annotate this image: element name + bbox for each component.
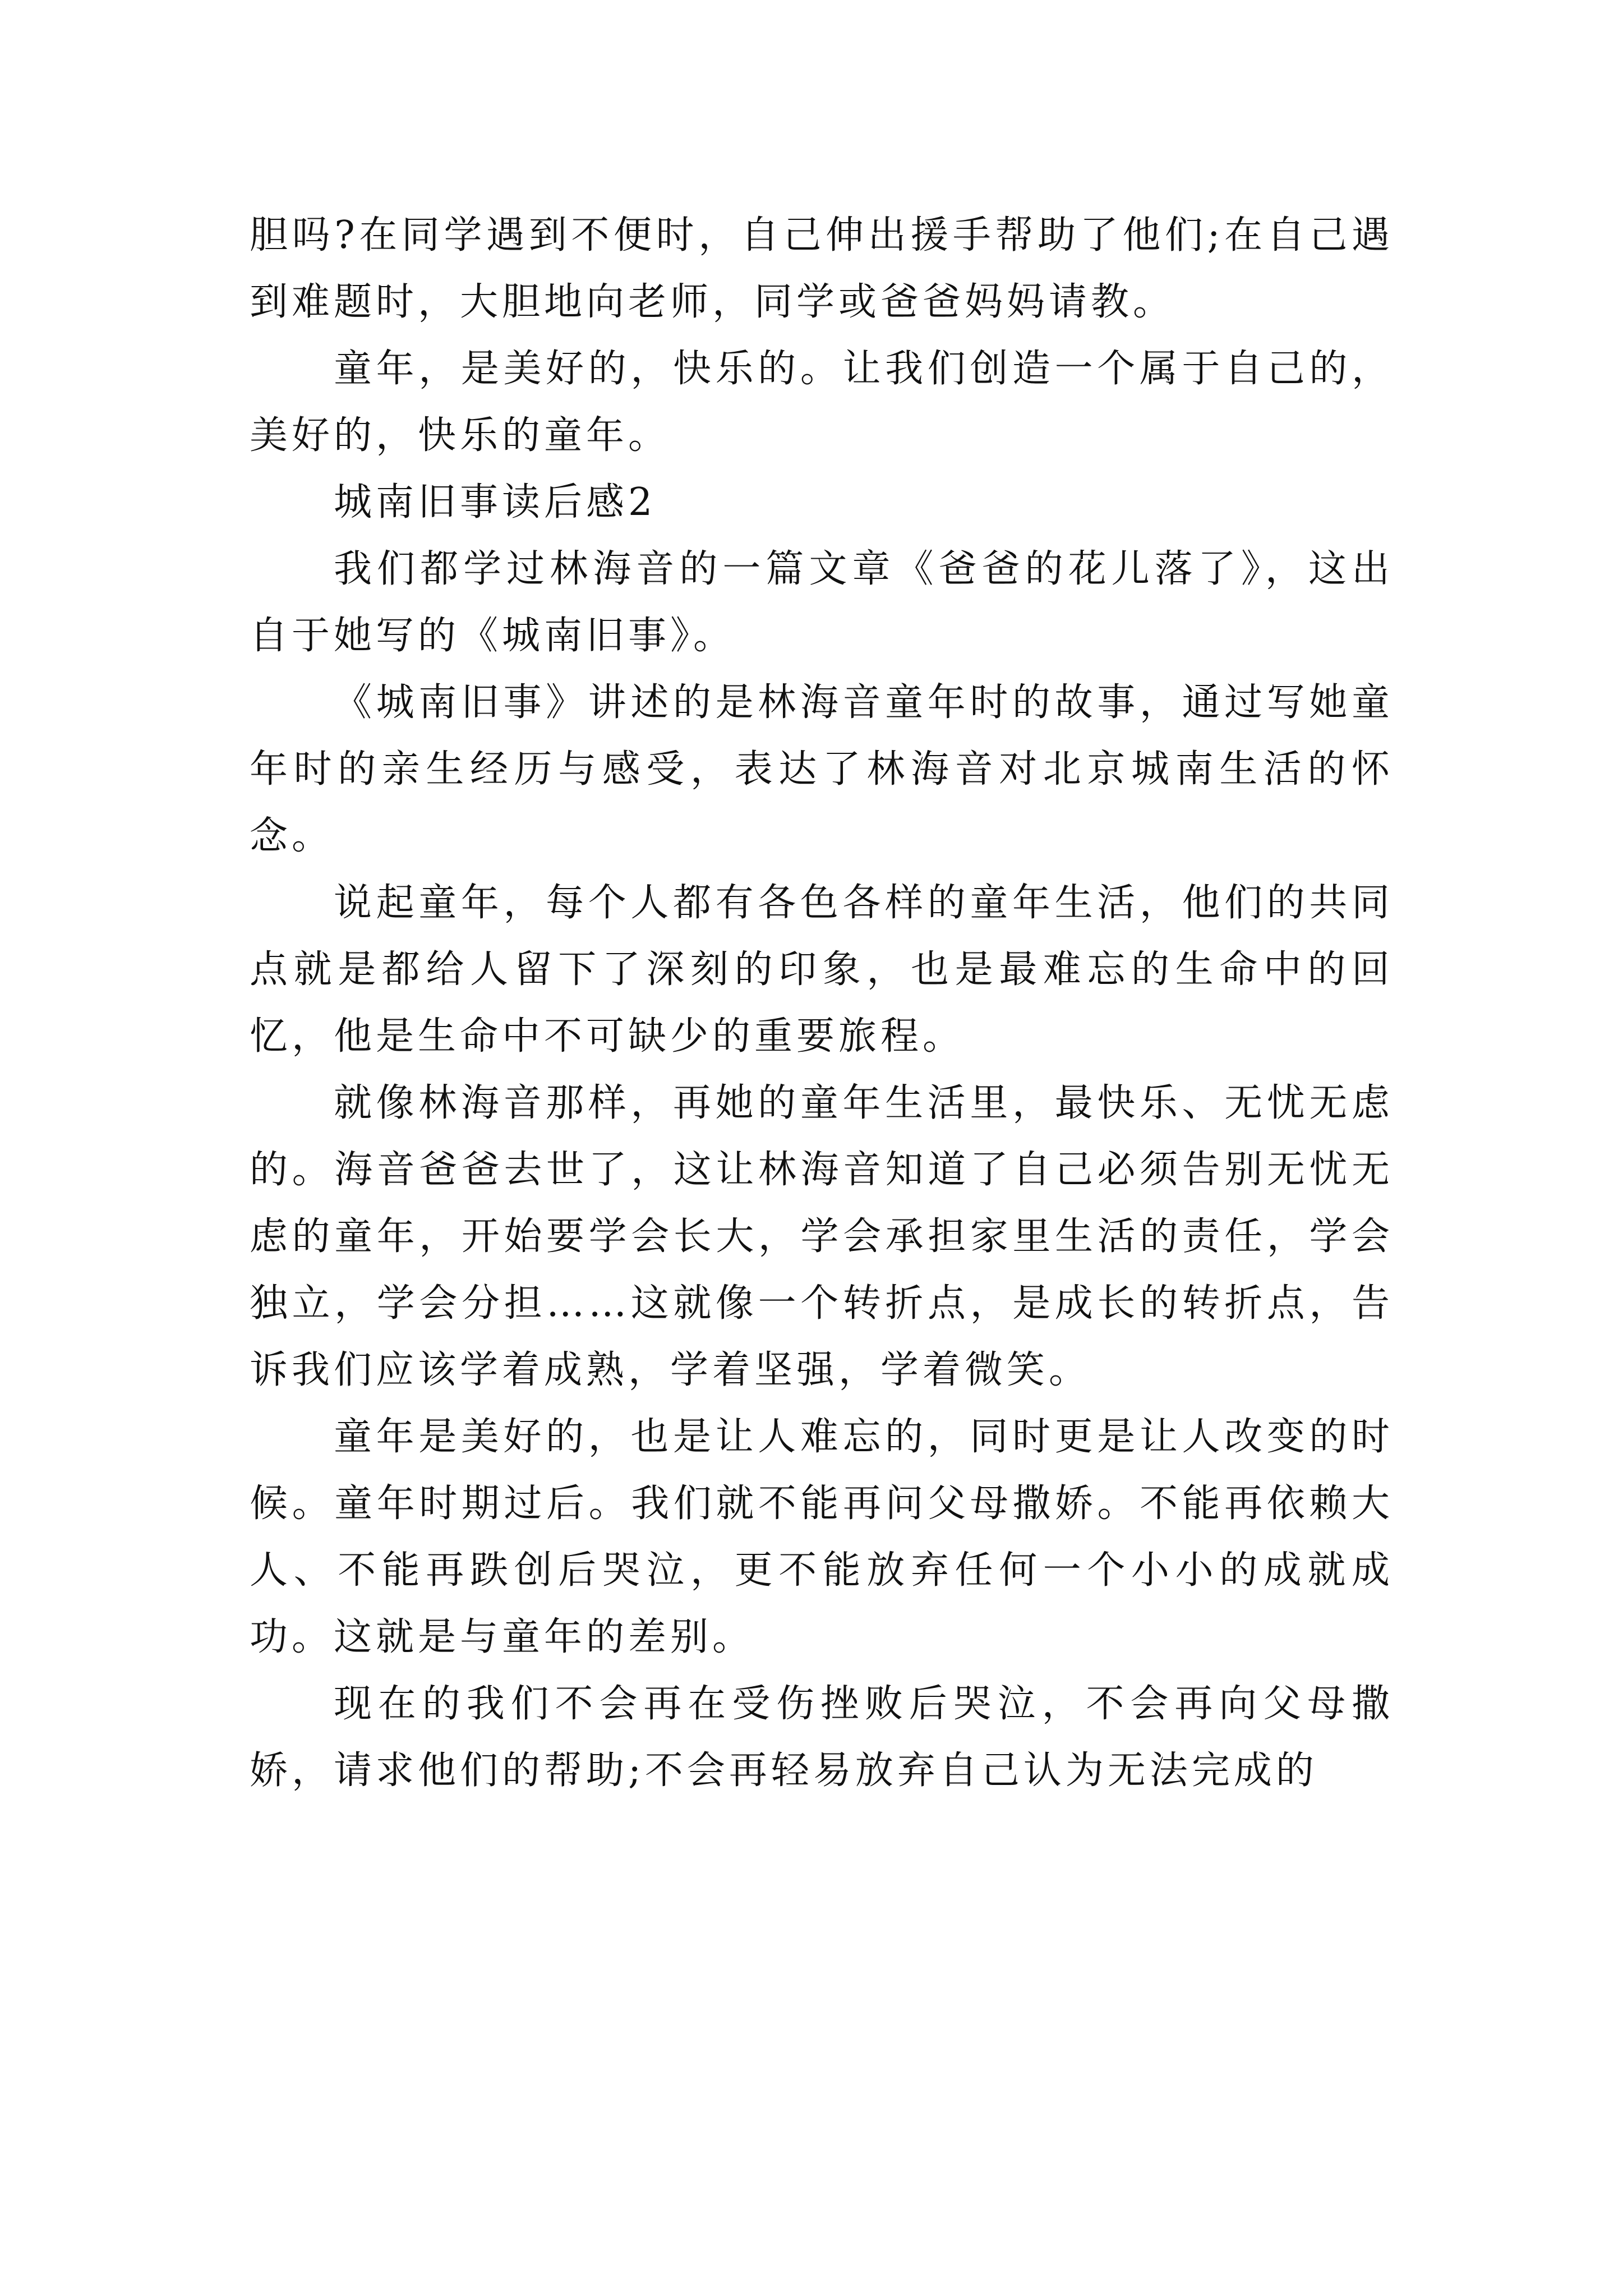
- paragraph-8: 现在的我们不会再在受伤挫败后哭泣，不会再向父母撒娇，请求他们的帮助;不会再轻易放弃自己认为无法完成的: [250, 1682, 1394, 1793]
- paragraph-1: 胆吗?在同学遇到不便时，自己伸出援手帮助了他们;在自己遇到难题时，大胆地向老师，同学或爸爸妈妈请教。: [250, 213, 1394, 324]
- paragraph-7: 童年是美好的，也是让人难忘的，同时更是让人改变的时候。童年时期过后。我们就不能再问父母撒娇。不能再依赖大人、不能再跌创后哭泣，更不能放弃任何一个小小的成就成功。这就是与童年的差别。: [250, 1415, 1394, 1659]
- paragraph-6: 就像林海音那样，再她的童年生活里，最快乐、无忧无虑的。海音爸爸去世了，这让林海音知道了自己必须告别无忧无虑的童年，开始要学会长大，学会承担家里生活的责任，学会独立，学会分担……这就像一个转折点，是成长的转折点，告诉我们应该学着成熟，学着坚强，学着微笑。: [250, 1081, 1394, 1392]
- paragraph-4: 《城南旧事》讲述的是林海音童年时的故事，通过写她童年时的亲生经历与感受，表达了林海音对北京城南生活的怀念。: [250, 680, 1394, 858]
- section-heading: 城南旧事读后感2: [334, 480, 657, 524]
- paragraph-5: 说起童年，每个人都有各色各样的童年生活，他们的共同点就是都给人留下了深刻的印象，也是最难忘的生命中的回忆，他是生命中不可缺少的重要旅程。: [250, 881, 1394, 1059]
- paragraph-2: 童年，是美好的，快乐的。让我们创造一个属于自己的，美好的，快乐的童年。: [250, 347, 1394, 458]
- paragraph-3: 我们都学过林海音的一篇文章《爸爸的花儿落了》，这出自于她写的《城南旧事》。: [250, 547, 1394, 658]
- document-body: [250, 202, 1394, 1804]
